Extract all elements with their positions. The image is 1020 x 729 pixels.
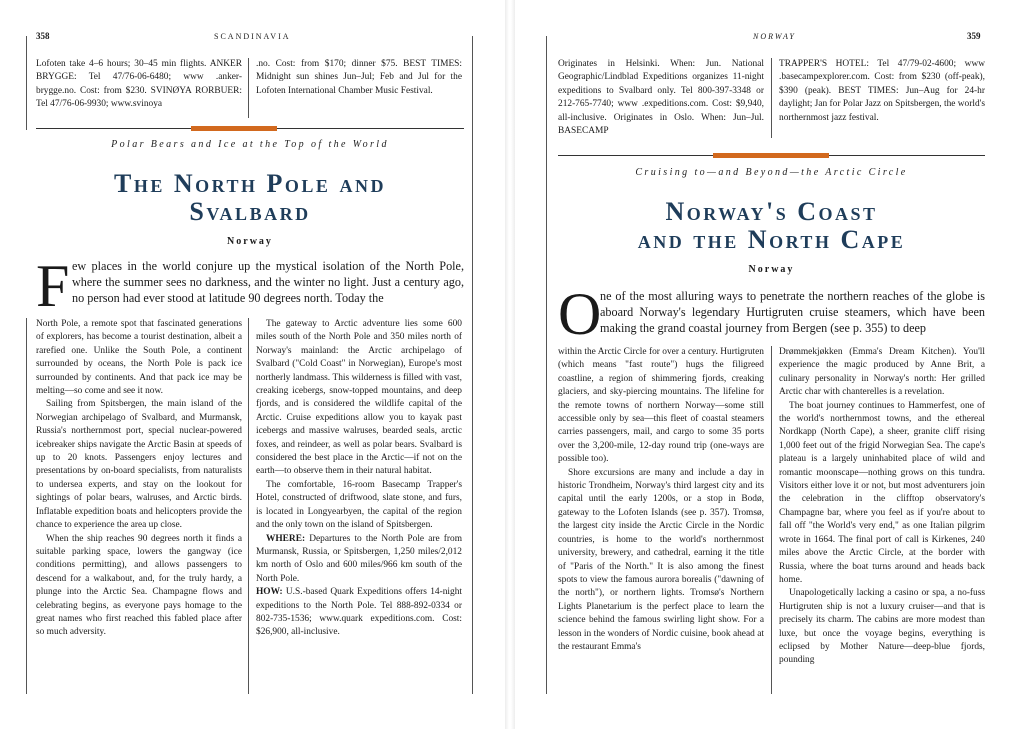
accent-bar: [713, 153, 829, 158]
top-text: .no. Cost: from $170; dinner $75. BEST TIMES: Midnight sun shines Jun–Jul; Feb and Jul for the Lofoten International Chamber Music Festival.: [256, 59, 462, 96]
lede-block: [36, 253, 464, 319]
body-column-2: [256, 318, 462, 640]
column-divider: [771, 58, 772, 138]
paragraph: within the Arctic Circle for over a century. Hurtigruten (which means "fast route") hugs the filigreed coastline, a region of shimmering fjords, creaking glaciers, and sky-piercing mountains. The lifeline for the remote towns of northern Norway—some still accessible only by sea—this fleet of coastal steamers carries passengers, mail, and cargo to some 35 ports over the 3,200-mile, 12-day round trip (one-ways are possible too).: [558, 347, 764, 465]
article-kicker: Cruising to—and Beyond—the Arctic Circle: [635, 167, 908, 178]
column-divider: [771, 346, 772, 694]
lede-text: ew places in the world conjure up the mystical isolation of the North Pole, where the summer sees no darkness, and the winter no light. Just a century ago, no person had ever stood at latitude 90 degrees north. Today the: [72, 259, 464, 305]
article-region: Norway: [748, 264, 795, 275]
top-column-2: [256, 58, 462, 98]
right-page: [515, 0, 1020, 729]
top-column-1: [36, 58, 242, 112]
margin-rule: [26, 318, 27, 694]
paragraph: When the ship reaches 90 degrees north it finds a suitable parking space, lowers the gangway (ice conditions permitting), and allows passengers to descend for a walkabout, and, for the truly hardy, a plunge into the Arctic Sea. Champagne flows and celebrating begins, as everyone pays homage to the great names who first reached this fabled place after so much adversity.: [36, 533, 242, 638]
body-column-1: [36, 318, 242, 640]
article-title: [36, 170, 464, 226]
paragraph: North Pole, a remote spot that fascinated generations of explorers, has become a tourist destination, albeit a rarefied one. Unlike the South Pole, a continent surrounded by oceans, the North Pole is pack ice surrounded by continents. And that pack ice may be melting—so come and see it now.: [36, 319, 242, 397]
paragraph: The comfortable, 16-room Basecamp Trapper's Hotel, constructed of driftwood, slate stone, and furs, is located in Longyearbyen, the capital of the region and the only town on the island of Spitsbergen.: [256, 479, 462, 531]
running-head-right: NORWAY: [753, 32, 796, 41]
column-divider: [248, 58, 249, 118]
margin-rule: [546, 36, 547, 694]
article-kicker: Polar Bears and Ice at the Top of the World: [111, 139, 389, 150]
title-line: The North Pole and: [114, 169, 386, 198]
title-line: Svalbard: [189, 197, 311, 226]
how-text: U.S.-based Quark Expeditions offers 14-night expeditions to the North Pole. Tel 888-892-0334 or 802-735-1536; www.quark expeditions.com. Cost: $26,900, all-inclusive.: [256, 587, 462, 638]
body-column-2: [779, 346, 985, 668]
top-text: Lofoten take 4–6 hours; 30–45 min flights. ANKER BRYGGE: Tel 47/76-06-6480; www .anker-brygge.no. Cost: from $230. SVINØYA RORBUER: Tel 47/76-06-9930; www.svinoya: [36, 59, 242, 110]
left-page: [0, 0, 505, 729]
where-paragraph: [256, 533, 462, 587]
article-region: Norway: [227, 236, 273, 247]
paragraph: The gateway to Arctic adventure lies some 600 miles south of the North Pole and 350 miles north of Norway's mainland: the Arctic archipelago of Svalbard ("Cold Coast" in Norwegian), Europe's most northerly landmass. This wilderness is filled with vast, creaking icebergs, snow-topped mountains, and deep fjords, and is considered the wildlife capital of the Arctic. Cruise expeditions allow you to kayak past icebergs and massive walruses, bearded seals, arctic foxes, and reindeer, as well as polar bears. Svalbard is considered the best place in the Arctic—if not on the earth—to observe them in their natural habitat.: [256, 319, 462, 477]
top-text: Originates in Helsinki. When: Jun. National Geographic/Lindblad Expeditions organizes 11-night expeditions to Svalbard only. Tel 800-397-3348 or 212-765-7740; www .expeditions.com. Cost: $9,940, all-inclusive. Originates in Oslo. When: Jun–Jul. BASECAMP: [558, 59, 764, 137]
paragraph: Sailing from Spitsbergen, the main island of the Norwegian archipelago of Svalbard, and Murmansk, Russia's northernmost port, special nuclear-powered icebreaker ships navigate the Arctic Basin at speeds of up to 20 knots. Passengers enjoy lectures and presentations by on-board specialists, from naturalists to undersea experts, and stay on the lookout for sightings of polar bears, walruses, and Arctic birds. Inflatable expedition boats and helicopters provide the chance to experience the area up close.: [36, 399, 242, 531]
top-column-1: [558, 58, 764, 138]
lede-block: [558, 281, 985, 347]
page-number-left: 358: [36, 31, 50, 41]
book-gutter: [505, 0, 515, 729]
where-label: WHERE:: [266, 533, 306, 544]
margin-rule: [472, 36, 473, 694]
page-number-right: 359: [967, 31, 981, 41]
title-line: and the North Cape: [637, 225, 906, 254]
paragraph: Unapologetically lacking a casino or spa, a no-fuss Hurtigruten ship is not a luxury cruiser—and that is precisely its charm. The cabins are more modest than luxe, but once the voyage begins, everything is eclipsed by Mother Nature—deep-blue fjords, pounding: [779, 588, 985, 666]
paragraph: The boat journey continues to Hammerfest, one of the world's northernmost towns, and the ethereal Nordkapp (North Cape), a sheer, granite cliff rising 1,000 feet out of the frigid Norwegian Sea. The cape's plateau is a largely uninhabited place of wild and romantic moonscape—nothing grows on this tundra. Visitors either love it or not, but most adventurers join the celebration in the clifftop observatory's Champagne bar, where you feel as if you're about to fall off "the World's very end," as one Italian pilgrim wrote in 1664. The final port of call is Kirkenes, 240 miles above the Arctic Circle, at the border with Russia, where the boat turns around and heads back home.: [779, 400, 985, 585]
top-column-2: [779, 58, 985, 125]
lede-text: ne of the most alluring ways to penetrate the northern reaches of the globe is aboard Norway's legendary Hurtigruten cruise steamers, which have been making the grand coastal journey from Bergen (see p. 355) to deep: [600, 289, 985, 335]
drop-cap: F: [36, 253, 70, 319]
margin-rule: [26, 36, 27, 130]
accent-bar: [191, 126, 277, 131]
drop-cap: O: [558, 281, 602, 347]
how-paragraph: [256, 586, 462, 640]
article-title: [558, 198, 985, 254]
where-text: Departures to the North Pole are from Murmansk, Russia, or Spitsbergen, 1,250 miles/2,012 km north of Oslo and 600 miles/966 km south of the North Pole.: [256, 533, 463, 584]
top-text: TRAPPER'S HOTEL: Tel 47/79-02-4600; www .basecampexplorer.com. Cost: from $230 (off-peak), $390 (peak). BEST TIMES: Jun–Aug for 24-hr daylight; Jan for Polar Jazz on Spitsbergen, the world's northernmost jazz festival.: [779, 59, 985, 123]
how-label: HOW:: [256, 587, 283, 598]
paragraph: Drømmekjøkken (Emma's Dream Kitchen). You'll experience the magic produced by Anne Brit, a culinary personality in Norway's north: Her grilled Arctic char with chanterelles is a revelation.: [779, 347, 985, 398]
running-head-left: SCANDINAVIA: [214, 32, 291, 41]
column-divider: [248, 318, 249, 694]
title-line: Norway's Coast: [665, 197, 878, 226]
body-column-1: [558, 346, 764, 654]
paragraph: Shore excursions are many and include a day in historic Trondheim, Norway's third largest city and its capital until the early 1200s, or a stop in Bodø, gateway to the Lofoten Islands (see p. 357). Tromsø, the largest city inside the Arctic Circle in the Nordic countries, is home to the world's northernmost university, brewery, and cathedral, earning it the title of "Paris of the North." It is also among the finest spots to view the famous aurora borealis ("dawning of the north"), or northern lights. Tromsø's Northern Lights Planetarium is the perfect place to learn the science behind the famous swirling light show. For a lesson in the wonders of Nordic cuisine, book ahead at the restaurant Emma's: [558, 467, 764, 652]
